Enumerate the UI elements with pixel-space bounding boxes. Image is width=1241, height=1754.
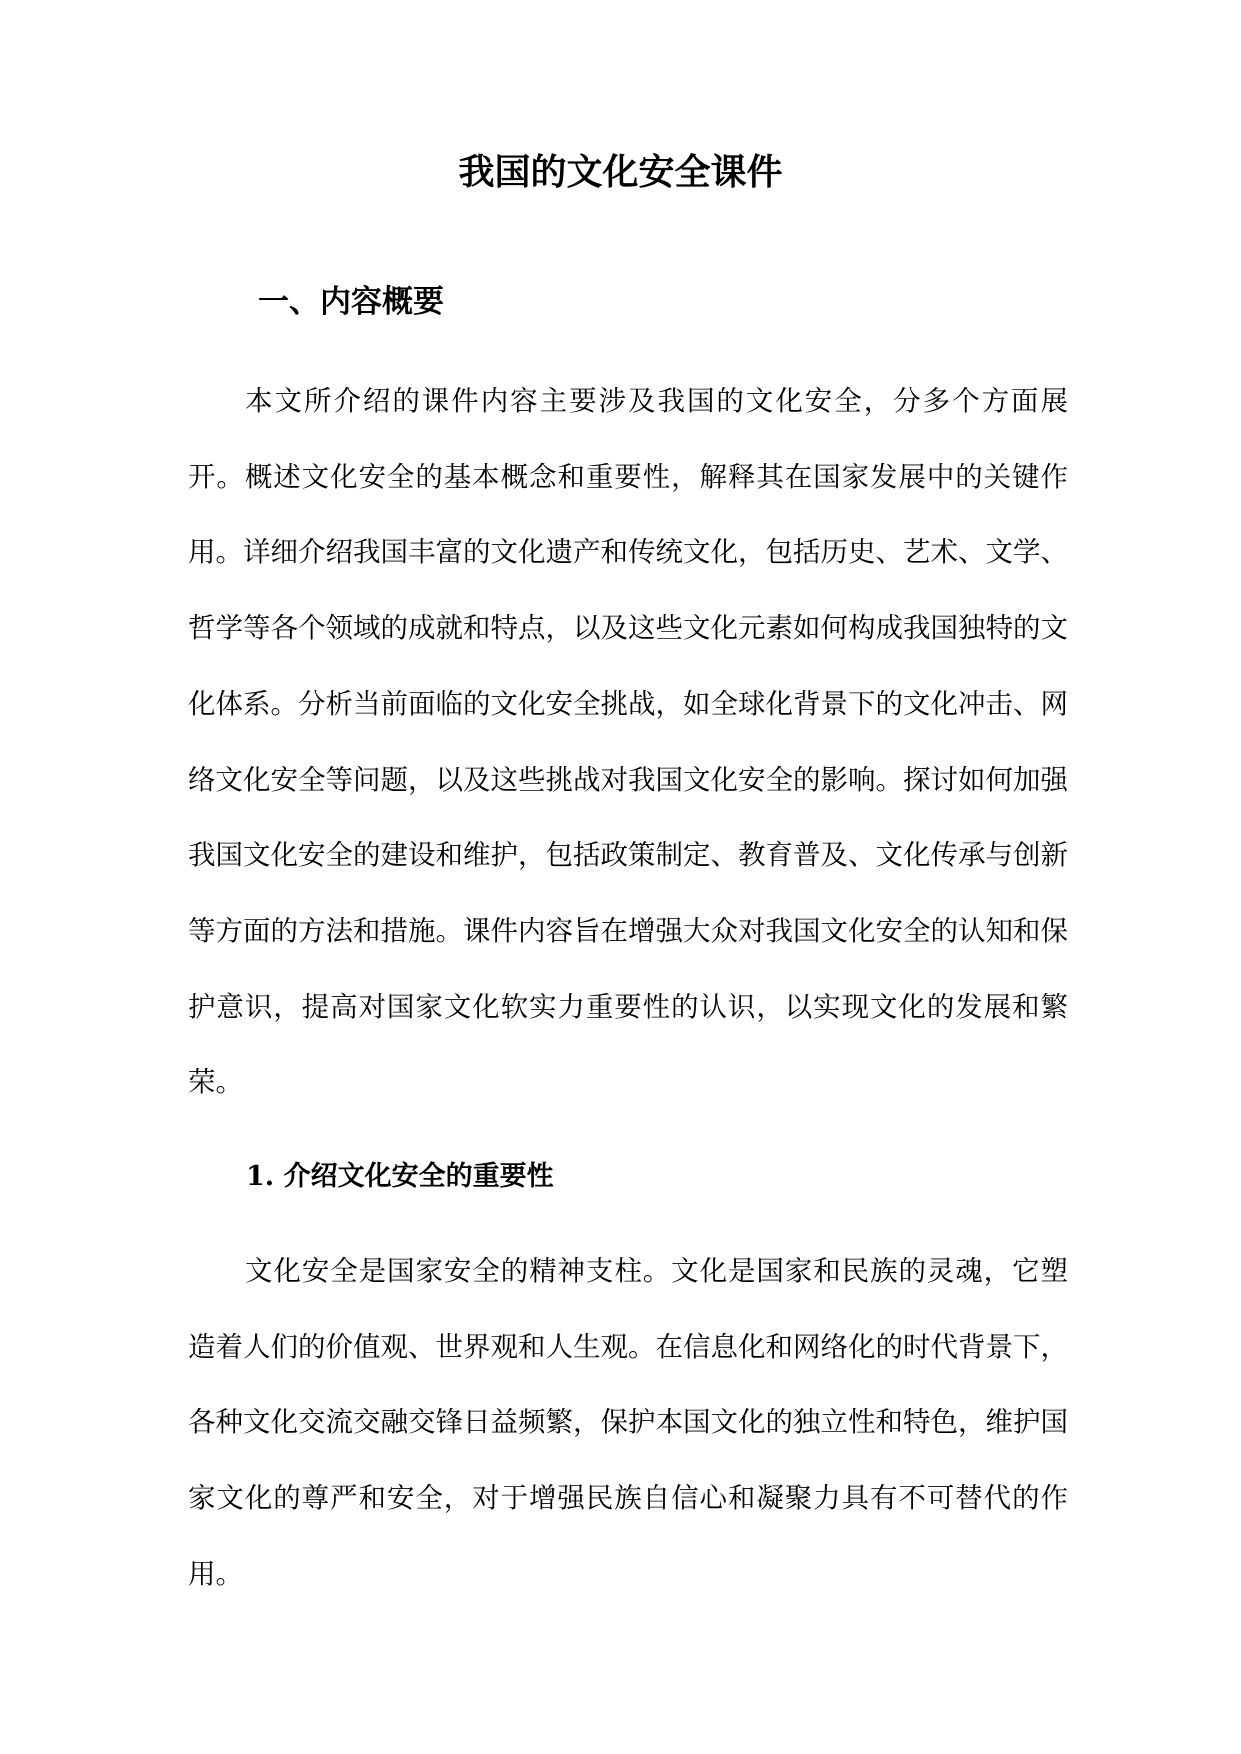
document-title: 我国的文化安全课件 — [458, 151, 783, 193]
section-heading-overview: 一、内容概要 — [258, 284, 444, 320]
overview-paragraph: 本文所介绍的课件内容主要涉及我国的文化安全，分多个方面展开。概述文化安全的基本概念和重要性，解释其在国家发展中的关键作用。详细介绍我国丰富的文化遗产和传统文化，包括历史、艺术、文学、哲学等各个领域的成就和特点，以及这些文化元素如何构成我国独特的文化体系。分析当前面临的文化安全挑战，如全球化背景下的文化冲击、网络文化安全等问题，以及这些挑战对我国文化安全的影响。探讨如何加强我国文化安全的建设和维护，包括政策制定、教育普及、文化传承与创新等方面的方法和措施。课件内容旨在增强大众对我国文化安全的认知和保护意识，提高对国家文化软实力重要性的认识，以实现文化的发展和繁荣。 — [188, 385, 1068, 1099]
subsection-heading-importance: 1. 介绍文化安全的重要性 — [246, 1161, 554, 1192]
importance-paragraph: 文化安全是国家安全的精神支柱。文化是国家和民族的灵魂，它塑造着人们的价值观、世界观和人生观。在信息化和网络化的时代背景下，各种文化交流交融交锋日益频繁，保护本国文化的独立性和特色，维护国家文化的尊严和安全，对于增强民族自信心和凝聚力具有不可替代的作用。 — [188, 1255, 1068, 1590]
